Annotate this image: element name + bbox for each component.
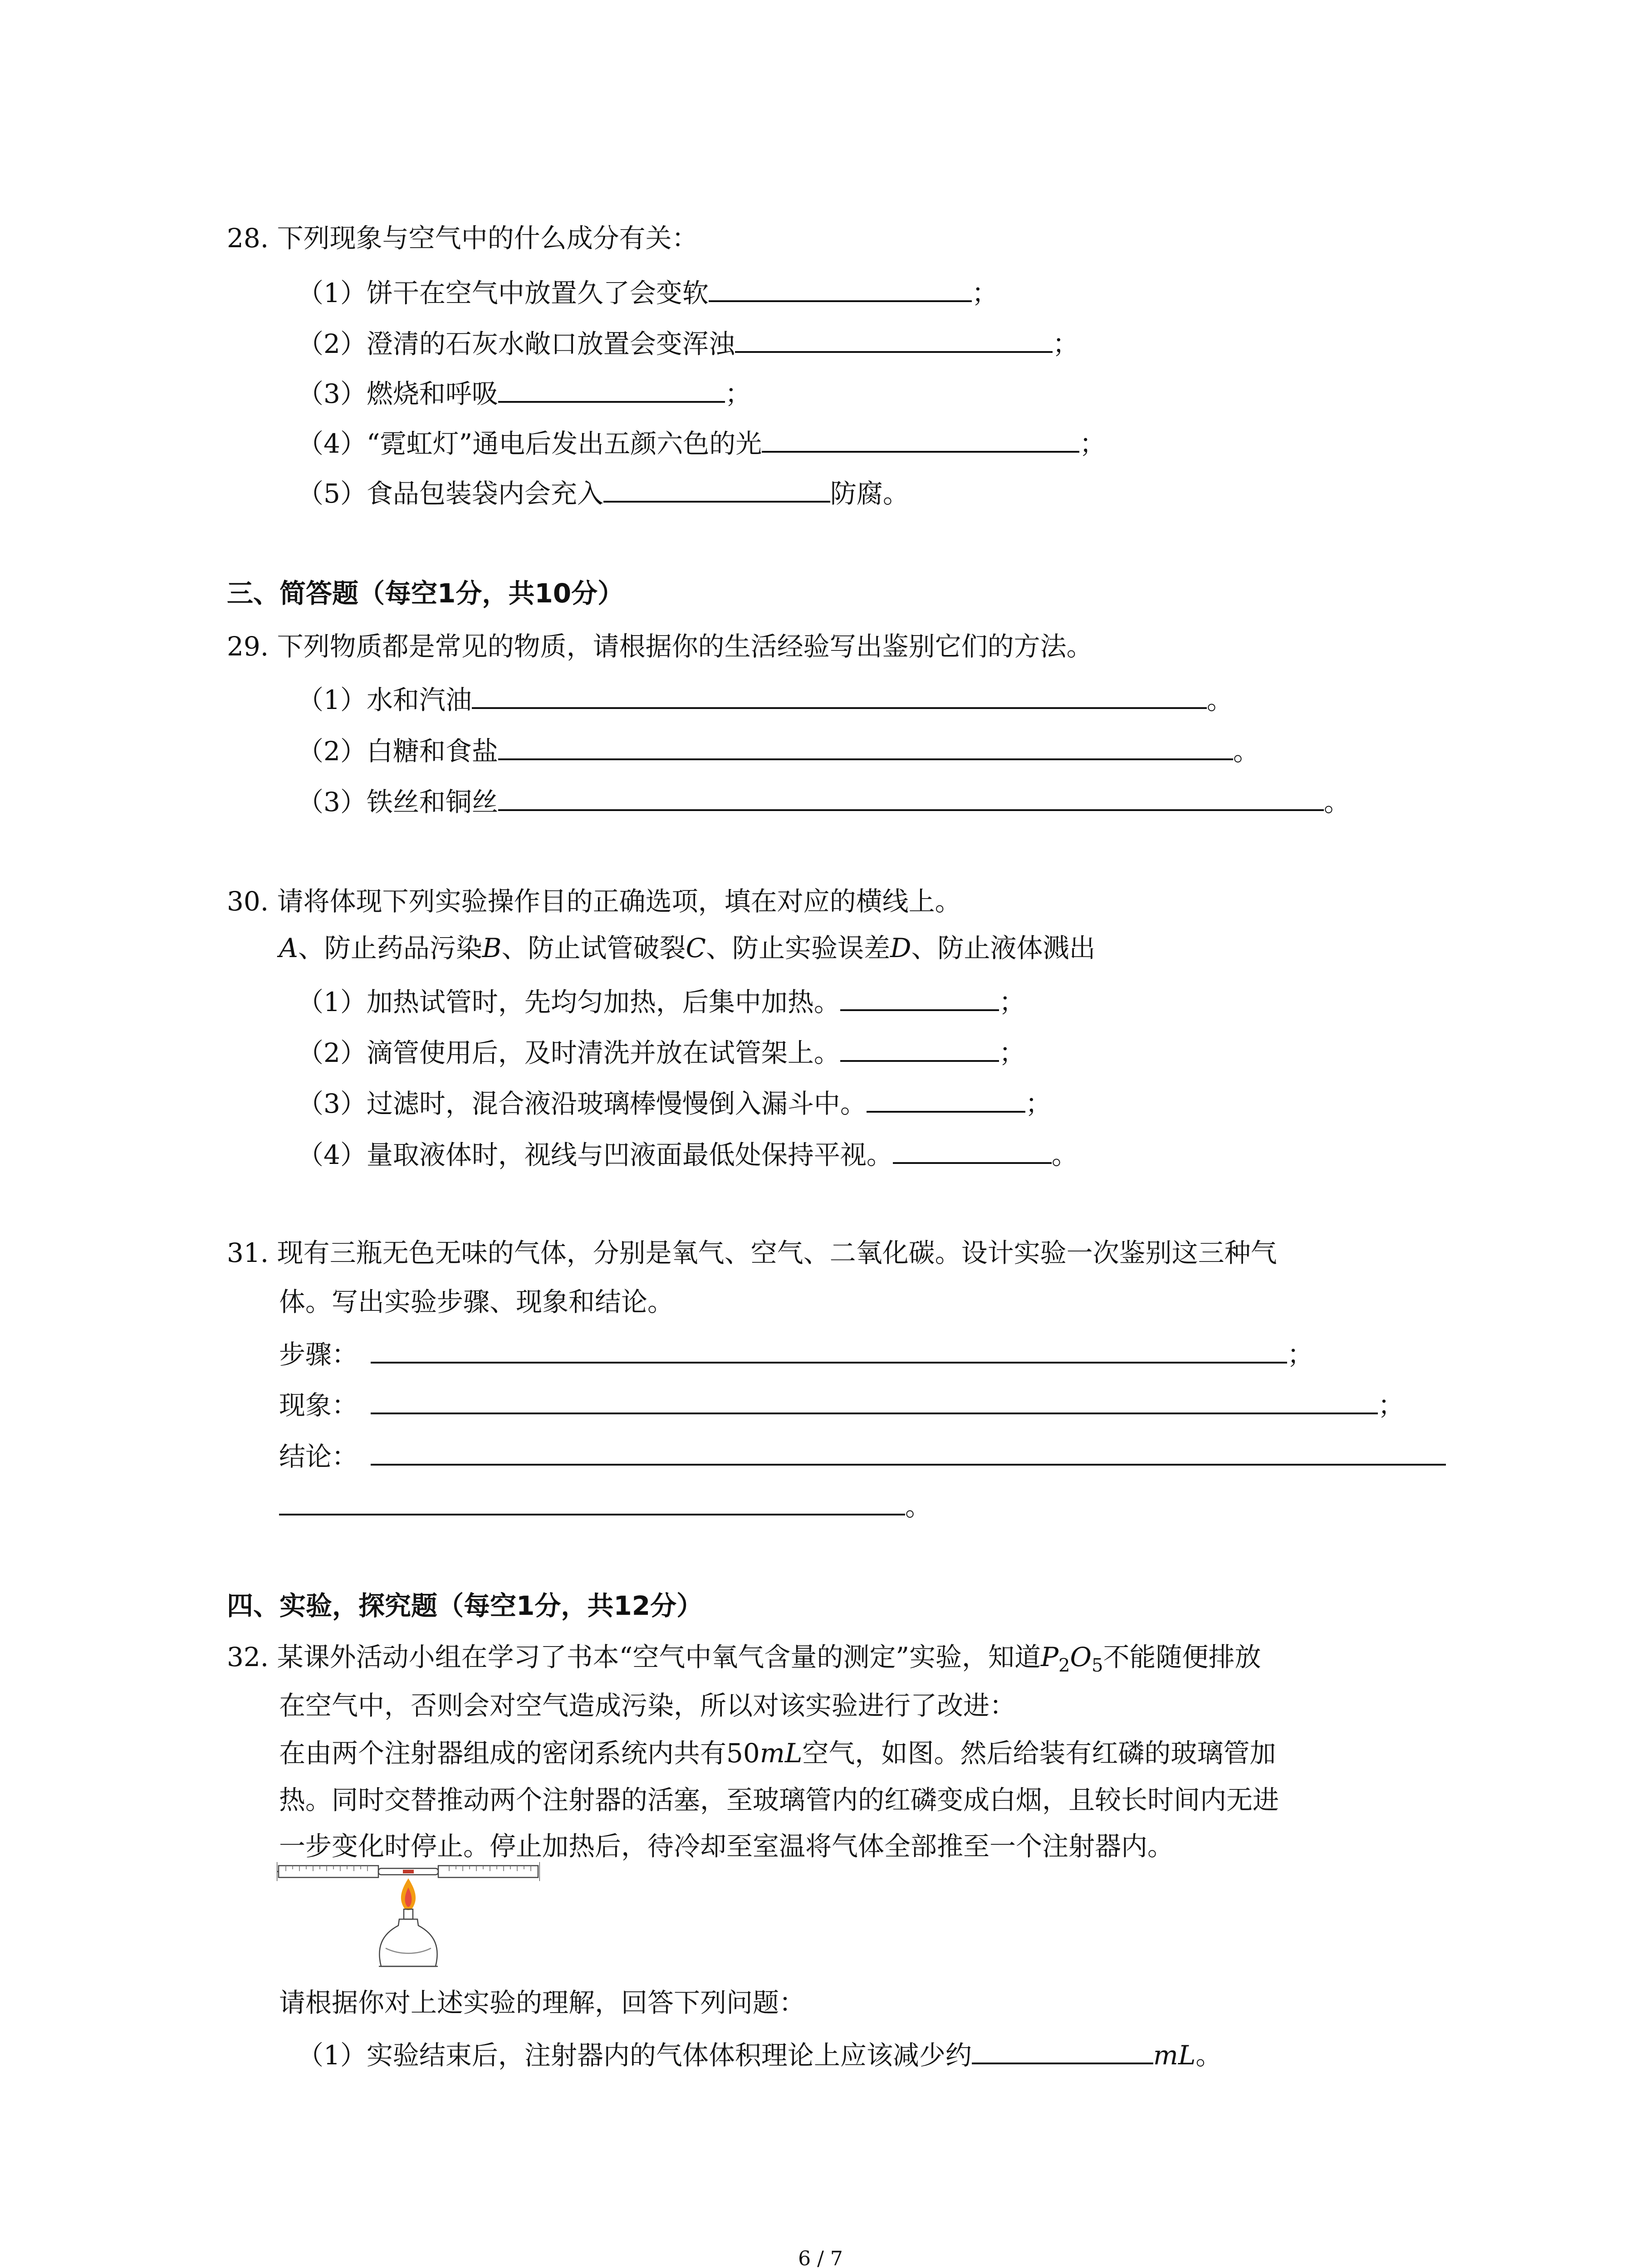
q32-sub1: （1）实验结束后，注射器内的气体体积理论上应该减少约 mL。 — [297, 2034, 1222, 2073]
answer-blank[interactable] — [498, 373, 725, 403]
page-number: 6 / 7 — [798, 2247, 843, 2268]
q30-item-4: （4）量取液体时，视线与凹液面最低处保持平视。 。 — [297, 1134, 1078, 1173]
q28-item-1: （1）饼干在空气中放置久了会变软 ； — [297, 272, 998, 311]
answer-blank[interactable] — [498, 730, 1233, 760]
q32-line3: 在由两个注射器组成的密闭系统内共有50mL空气，如图。然后给装有红磷的玻璃管加 — [279, 1738, 1276, 1769]
answer-blank[interactable] — [840, 981, 999, 1011]
q28-item-3: （3）燃烧和呼吸 ； — [297, 373, 751, 412]
q31-conclusion-cont: 。 — [279, 1486, 931, 1525]
conclusion-answer-blank[interactable] — [371, 1436, 1446, 1466]
q31-phenomenon: 现象： ； — [279, 1384, 1404, 1423]
answer-blank[interactable] — [867, 1083, 1025, 1113]
q31-conclusion: 结论： — [279, 1436, 1446, 1475]
q30-stem: 30. 请将体现下列实验操作目的正确选项，填在对应的横线上。 — [227, 886, 961, 917]
q31-stem-line1: 31. 现有三瓶无色无味的气体，分别是氧气、空气、二氧化碳。设计实验一次鉴别这三种气 — [227, 1237, 1277, 1268]
alcohol-lamp-icon — [379, 1909, 438, 1966]
conclusion-answer-blank-2[interactable] — [279, 1486, 905, 1515]
q28-stem: 28. 下列现象与空气中的什么成分有关： — [227, 223, 698, 254]
step-answer-blank[interactable] — [371, 1334, 1287, 1364]
q28-item-4: （4）“霓虹灯”通电后发出五颜六色的光 ； — [297, 423, 1106, 462]
answer-blank[interactable] — [709, 272, 972, 302]
q32-line5: 一步变化时停止。停止加热后，待冷却至室温将气体全部推至一个注射器内。 — [279, 1831, 1174, 1862]
q30-item-3: （3）过滤时，混合液沿玻璃棒慢慢倒入漏斗中。 ； — [297, 1083, 1052, 1122]
q32-line4: 热。同时交替推动两个注射器的活塞，至玻璃管内的红磷变成白烟，且较长时间内无进 — [279, 1784, 1279, 1815]
q29-item-1: （1）水和汽油 。 — [297, 679, 1233, 718]
left-syringe-icon — [279, 1866, 378, 1877]
syringe-apparatus-figure — [277, 1857, 540, 1984]
q29-item-3: （3）铁丝和铜丝 。 — [297, 781, 1350, 820]
right-syringe-icon — [438, 1866, 538, 1877]
q28-item-2: （2）澄清的石灰水敞口放置会变浑浊 ； — [297, 323, 1079, 362]
q32-line2: 在空气中，否则会对空气造成污染，所以对该实验进行了改进： — [279, 1690, 1016, 1721]
section-heading-4: 四、实验，探究题（每空1分，共12分） — [227, 1590, 703, 1621]
q32-line1: 32. 某课外活动小组在学习了书本“空气中氧气含量的测定”实验，知道$P_2O_5$不能随便排放 — [227, 1642, 1261, 1676]
answer-blank[interactable] — [472, 679, 1207, 709]
q30-item-2: （2）滴管使用后，及时清洗并放在试管架上。 ； — [297, 1032, 1025, 1071]
answer-blank[interactable] — [972, 2034, 1153, 2064]
answer-blank[interactable] — [840, 1032, 999, 1062]
q28-item-5: （5）食品包装袋内会充入 防腐。 — [297, 473, 909, 512]
q31-step: 步骤： ； — [279, 1334, 1313, 1373]
q30-options: A、防止药品污染B、防止试管破裂C、防止实验误差D、防止液体溅出 — [279, 933, 1096, 963]
section-heading-3: 三、简答题（每空1分，共10分） — [227, 578, 624, 609]
answer-blank[interactable] — [603, 473, 830, 503]
answer-blank[interactable] — [735, 323, 1053, 353]
answer-blank[interactable] — [762, 423, 1079, 453]
q30-item-1: （1）加热试管时，先均匀加热，后集中加热。 ； — [297, 981, 1025, 1020]
phenomenon-answer-blank[interactable] — [371, 1384, 1378, 1414]
q29-item-2: （2）白糖和食盐 。 — [297, 730, 1259, 769]
q29-stem: 29. 下列物质都是常见的物质，请根据你的生活经验写出鉴别它们的方法。 — [227, 631, 1093, 662]
q31-stem-line2: 体。写出实验步骤、现象和结论。 — [279, 1286, 674, 1317]
answer-blank[interactable] — [893, 1134, 1052, 1164]
answer-blank[interactable] — [498, 781, 1324, 811]
q32-prompt: 请根据你对上述实验的理解，回答下列问题： — [279, 1987, 806, 2018]
